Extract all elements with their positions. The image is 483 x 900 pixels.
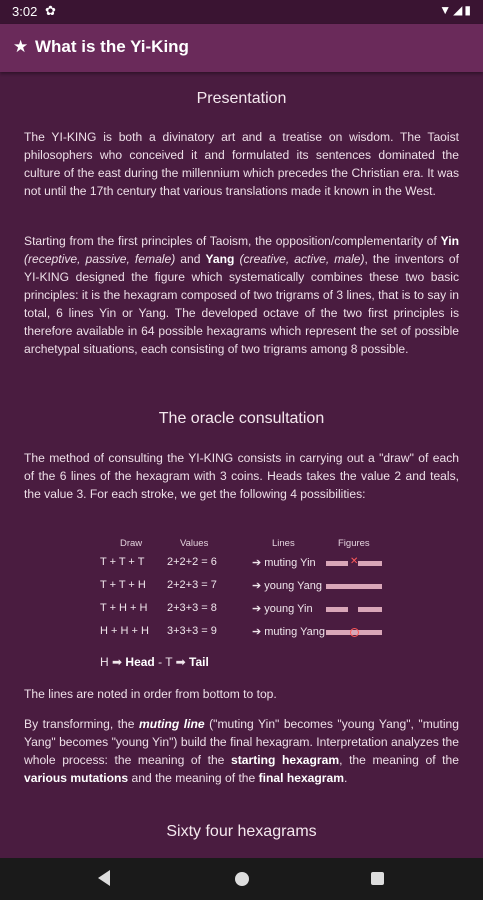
cell-values: 3+3+3 = 9 xyxy=(167,625,217,637)
section-oracle-heading: The oracle consultation xyxy=(158,410,325,427)
article-content[interactable] xyxy=(0,72,483,858)
table-row xyxy=(100,579,390,602)
cell-line: ➔ young Yang xyxy=(252,580,322,592)
muting-yin-figure: ✕ xyxy=(326,561,382,566)
settings-icon: ✿ xyxy=(45,3,56,18)
cell-draw: T + T + H xyxy=(100,579,146,591)
header-lines: Lines xyxy=(272,538,295,549)
cell-line: ➔ muting Yang xyxy=(252,626,326,638)
paragraph-intro: The YI-KING is both a divinatory art and a treatise on wisdom. The Taoist philosophers who conceived it and formulated its sentences dominated the culture of the east during the millennium which precedes the Christian era. It was not until the 17th century that various translations made it known in the West. xyxy=(24,130,459,198)
draw-table xyxy=(100,538,390,648)
navigation-bar xyxy=(0,858,483,900)
status-icons xyxy=(439,3,473,17)
header-values: Values xyxy=(180,538,209,549)
paragraph-method: The method of consulting the YI-KING consists in carrying out a "draw" of each of the 6 lines of the hexagram with 3 coins. Heads takes the value 2 and teals, the value 3. For each stroke, we get the following 4 possibilities: xyxy=(24,451,459,501)
coin-legend: H ➡ Head - T ➡ Tail xyxy=(100,655,209,669)
cell-values: 2+2+3 = 7 xyxy=(167,579,217,591)
signal-icon: ◢ xyxy=(453,3,465,17)
cell-values: 2+3+3 = 8 xyxy=(167,602,217,614)
header-figures: Figures xyxy=(338,538,370,549)
section-presentation-heading: Presentation xyxy=(196,90,287,107)
header-draw: Draw xyxy=(120,538,143,549)
paragraph-transform: By transforming, the muting line ("muting Yin" becomes "young Yang", "muting Yang" becomes "young Yin") build the final hexagram. Interpretation analyzes the whole process: the meaning of the starting hexagram, the meaning of the various mutations and the meaning of the final hexagram. xyxy=(24,717,460,785)
muting-yang-figure xyxy=(326,630,382,635)
home-icon[interactable] xyxy=(235,872,249,886)
section-sixty-four-heading: Sixty four hexagrams xyxy=(166,823,317,840)
young-yang-figure xyxy=(326,584,382,589)
cell-draw: H + H + H xyxy=(100,625,149,637)
back-icon[interactable] xyxy=(98,870,110,886)
wifi-icon: ▼ xyxy=(439,3,454,17)
table-row xyxy=(100,602,390,625)
paragraph-principles: Starting from the first principles of Taoism, the opposition/complementarity of Yin (receptive, passive, female) and Yang (creative, active, male), the inventors of YI-KING designed the figure which systematically combines these two basic principles: it is the hexagram composed of two trigrams of 3 lines, that is to say in total, 6 lines Yin or Yang. The developed octave of the two first principles is therefore available in 64 possible hexagrams which represent the set of possible archetypal situations, each consisting of two trigrams among 8 possible. xyxy=(24,234,459,356)
paragraph-order: The lines are noted in order from bottom to top. xyxy=(24,687,277,701)
cell-values: 2+2+2 = 6 xyxy=(167,556,217,568)
app-bar xyxy=(0,24,483,72)
page-title: What is the Yi-King xyxy=(35,37,189,56)
table-row xyxy=(100,625,390,648)
star-icon[interactable]: ★ xyxy=(13,37,29,56)
cell-draw: T + H + H xyxy=(100,602,148,614)
status-bar xyxy=(0,0,483,24)
cell-draw: T + T + T xyxy=(100,556,145,568)
recent-apps-icon[interactable] xyxy=(371,872,384,885)
cell-line: ➔ young Yin xyxy=(252,603,313,615)
table-row xyxy=(100,556,390,579)
young-yin-figure xyxy=(326,607,382,612)
cell-line: ➔ muting Yin xyxy=(252,557,316,569)
table-header xyxy=(100,538,390,556)
battery-icon: ▮ xyxy=(464,3,473,17)
status-time: 3:02 xyxy=(12,4,38,19)
